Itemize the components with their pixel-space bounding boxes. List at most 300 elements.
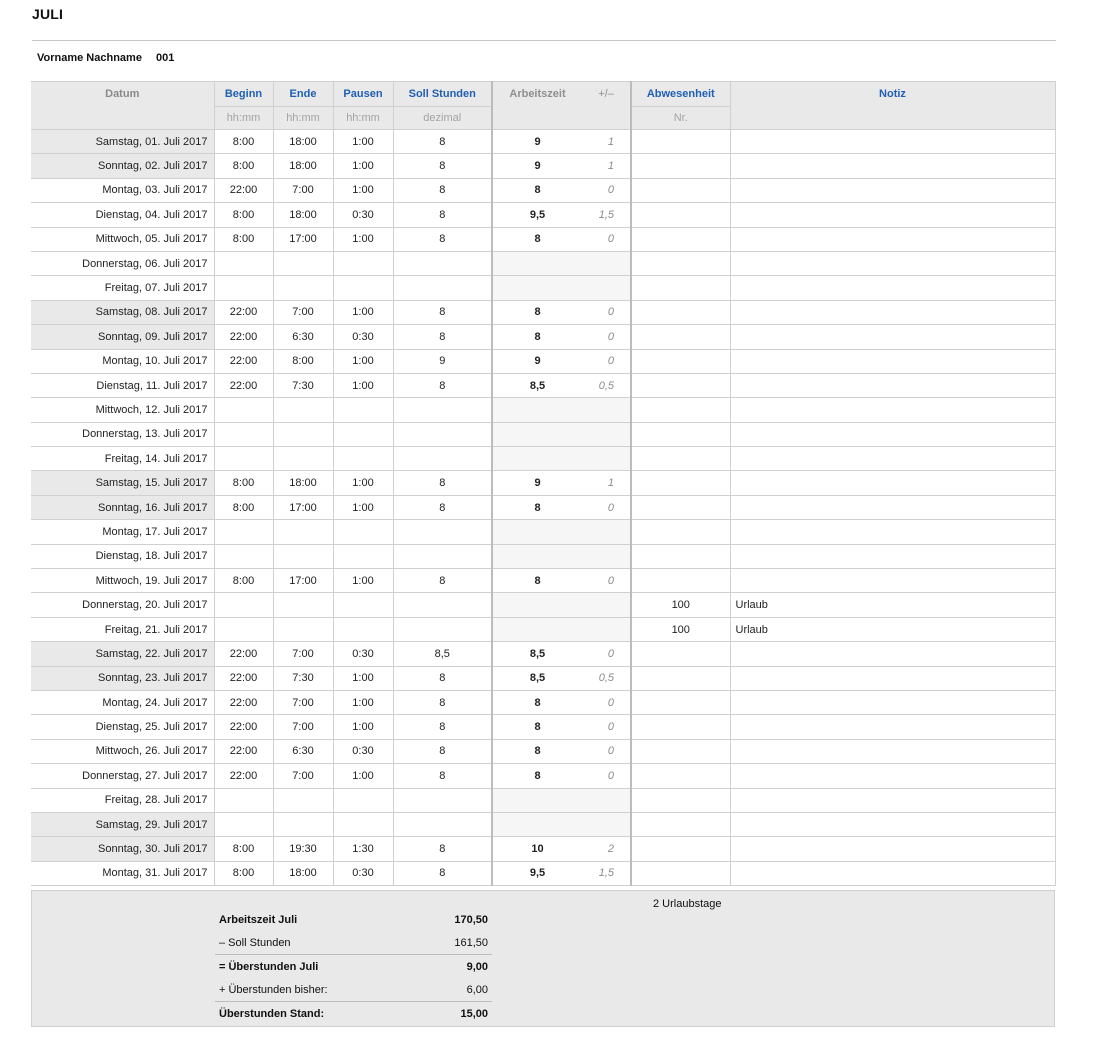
pausen-cell[interactable] [333, 520, 393, 544]
ende-cell[interactable]: 17:00 [273, 569, 333, 593]
beginn-cell[interactable]: 22:00 [214, 690, 273, 714]
beginn-cell[interactable] [214, 544, 273, 568]
abwesenheit-cell[interactable] [631, 447, 730, 471]
abwesenheit-cell[interactable] [631, 349, 730, 373]
beginn-cell[interactable]: 8:00 [214, 495, 273, 519]
date-cell: Freitag, 07. Juli 2017 [31, 276, 214, 300]
arbeitszeit-cell [492, 251, 582, 275]
soll-cell[interactable]: 8 [393, 178, 492, 202]
col-header-arbeitszeit: Arbeitszeit [492, 82, 582, 130]
date-cell: Dienstag, 25. Juli 2017 [31, 715, 214, 739]
table-row [31, 520, 1055, 544]
timesheet-body [31, 130, 1055, 886]
notiz-cell[interactable] [730, 812, 1055, 836]
col-header-datum: Datum [31, 82, 214, 130]
soll-cell[interactable]: 8 [393, 203, 492, 227]
arbeitszeit-cell: 8 [492, 569, 582, 593]
beginn-cell[interactable]: 22:00 [214, 715, 273, 739]
pausen-cell[interactable]: 0:30 [333, 325, 393, 349]
summary-value: 9,00 [419, 955, 492, 979]
ende-cell[interactable]: 7:00 [273, 690, 333, 714]
soll-cell[interactable]: 8 [393, 715, 492, 739]
arbeitszeit-cell: 8 [492, 325, 582, 349]
employee-number: 001 [155, 52, 175, 64]
ende-cell[interactable]: 18:00 [273, 861, 333, 885]
beginn-cell[interactable] [214, 447, 273, 471]
beginn-cell[interactable] [214, 788, 273, 812]
summary-value: 15,00 [419, 1002, 492, 1026]
table-row [31, 276, 1055, 300]
abwesenheit-cell[interactable] [631, 300, 730, 324]
abwesenheit-cell[interactable] [631, 325, 730, 349]
unit-soll: dezimal [393, 107, 492, 130]
ende-cell[interactable]: 6:30 [273, 739, 333, 763]
soll-cell[interactable] [393, 617, 492, 641]
beginn-cell[interactable]: 22:00 [214, 764, 273, 788]
plusminus-cell [582, 593, 631, 617]
pausen-cell[interactable]: 1:00 [333, 300, 393, 324]
soll-cell[interactable] [393, 276, 492, 300]
plusminus-cell [582, 617, 631, 641]
soll-cell[interactable] [393, 520, 492, 544]
plusminus-cell [582, 544, 631, 568]
pausen-cell[interactable]: 1:00 [333, 666, 393, 690]
notiz-cell[interactable] [730, 495, 1055, 519]
summary-row [215, 908, 492, 931]
table-row [31, 495, 1055, 519]
timesheet-table [31, 81, 1056, 886]
abwesenheit-cell[interactable] [631, 690, 730, 714]
abwesenheit-cell[interactable] [631, 422, 730, 446]
beginn-cell[interactable] [214, 593, 273, 617]
ende-cell[interactable]: 18:00 [273, 130, 333, 154]
date-cell: Montag, 31. Juli 2017 [31, 861, 214, 885]
col-header-plusminus: +/– [582, 82, 631, 130]
abwesenheit-cell[interactable] [631, 130, 730, 154]
pausen-cell[interactable]: 1:00 [333, 373, 393, 397]
summary-label: – Soll Stunden [219, 936, 291, 949]
abwesenheit-cell[interactable] [631, 739, 730, 763]
notiz-cell[interactable] [730, 154, 1055, 178]
table-row [31, 178, 1055, 202]
abwesenheit-cell[interactable] [631, 251, 730, 275]
soll-cell[interactable]: 8 [393, 130, 492, 154]
summary-label: Arbeitszeit Juli [219, 913, 298, 926]
beginn-cell[interactable]: 22:00 [214, 739, 273, 763]
soll-cell[interactable] [393, 593, 492, 617]
plusminus-cell: 0 [582, 495, 631, 519]
soll-cell[interactable]: 8 [393, 373, 492, 397]
table-row [31, 349, 1055, 373]
beginn-cell[interactable]: 22:00 [214, 325, 273, 349]
page-title: JULI [32, 6, 64, 22]
pausen-cell[interactable]: 0:30 [333, 739, 393, 763]
pausen-cell[interactable] [333, 276, 393, 300]
plusminus-cell: 2 [582, 837, 631, 861]
summary-row [215, 931, 492, 955]
unit-abwesenheit: Nr. [631, 107, 730, 130]
table-row [31, 471, 1055, 495]
notiz-cell[interactable] [730, 569, 1055, 593]
pausen-cell[interactable]: 1:00 [333, 764, 393, 788]
ende-cell[interactable]: 7:30 [273, 666, 333, 690]
summary-value: 161,50 [454, 936, 488, 949]
beginn-cell[interactable]: 8:00 [214, 203, 273, 227]
ende-cell[interactable]: 18:00 [273, 471, 333, 495]
table-row [31, 544, 1055, 568]
table-row [31, 300, 1055, 324]
date-cell: Montag, 03. Juli 2017 [31, 178, 214, 202]
arbeitszeit-cell [492, 593, 582, 617]
soll-cell[interactable] [393, 447, 492, 471]
col-header-notiz[interactable]: Notiz [730, 82, 1055, 130]
col-header-beginn[interactable]: Beginn [214, 82, 273, 107]
pausen-cell[interactable]: 1:00 [333, 690, 393, 714]
notiz-cell[interactable] [730, 300, 1055, 324]
soll-cell[interactable]: 8 [393, 325, 492, 349]
pausen-cell[interactable] [333, 788, 393, 812]
table-row [31, 739, 1055, 763]
notiz-cell[interactable] [730, 227, 1055, 251]
plusminus-cell [582, 422, 631, 446]
abwesenheit-cell[interactable]: 100 [631, 617, 730, 641]
abwesenheit-cell[interactable] [631, 398, 730, 422]
abwesenheit-cell[interactable] [631, 495, 730, 519]
ende-cell[interactable] [273, 398, 333, 422]
notiz-cell[interactable]: Urlaub [730, 593, 1055, 617]
soll-cell[interactable] [393, 812, 492, 836]
abwesenheit-cell[interactable] [631, 227, 730, 251]
plusminus-cell [582, 812, 631, 836]
ende-cell[interactable]: 7:30 [273, 373, 333, 397]
header-row [31, 82, 1055, 107]
soll-cell[interactable]: 9 [393, 349, 492, 373]
pausen-cell[interactable] [333, 447, 393, 471]
arbeitszeit-cell [492, 520, 582, 544]
pausen-cell[interactable] [333, 593, 393, 617]
notiz-cell[interactable] [730, 837, 1055, 861]
title-divider [32, 40, 1056, 41]
arbeitszeit-cell [492, 788, 582, 812]
ende-cell[interactable]: 18:00 [273, 203, 333, 227]
ende-cell[interactable] [273, 617, 333, 641]
date-cell: Freitag, 14. Juli 2017 [31, 447, 214, 471]
table-row [31, 837, 1055, 861]
ende-cell[interactable]: 8:00 [273, 349, 333, 373]
pausen-cell[interactable] [333, 544, 393, 568]
pausen-cell[interactable]: 0:30 [333, 203, 393, 227]
arbeitszeit-cell [492, 276, 582, 300]
table-row [31, 130, 1055, 154]
summary-panel [31, 890, 1055, 1027]
beginn-cell[interactable]: 22:00 [214, 349, 273, 373]
summary-label: Überstunden Stand: [215, 1002, 419, 1026]
beginn-cell[interactable] [214, 251, 273, 275]
beginn-cell[interactable]: 22:00 [214, 642, 273, 666]
abwesenheit-cell[interactable] [631, 373, 730, 397]
notiz-cell[interactable] [730, 203, 1055, 227]
pausen-cell[interactable]: 1:00 [333, 569, 393, 593]
ende-cell[interactable] [273, 276, 333, 300]
plusminus-cell: 0 [582, 300, 631, 324]
soll-cell[interactable]: 8 [393, 495, 492, 519]
notiz-cell[interactable] [730, 130, 1055, 154]
ende-cell[interactable] [273, 788, 333, 812]
arbeitszeit-cell: 9,5 [492, 203, 582, 227]
soll-cell[interactable]: 8 [393, 666, 492, 690]
beginn-cell[interactable]: 22:00 [214, 666, 273, 690]
col-header-pausen[interactable]: Pausen [333, 82, 393, 107]
soll-cell[interactable]: 8 [393, 837, 492, 861]
vacation-total: 2 Urlaubstage [653, 898, 722, 910]
notiz-cell[interactable] [730, 471, 1055, 495]
employee-name: Vorname Nachname [37, 52, 142, 64]
soll-cell[interactable]: 8 [393, 739, 492, 763]
date-cell: Dienstag, 11. Juli 2017 [31, 373, 214, 397]
ende-cell[interactable] [273, 447, 333, 471]
abwesenheit-cell[interactable] [631, 861, 730, 885]
ende-cell[interactable] [273, 251, 333, 275]
abwesenheit-cell[interactable] [631, 764, 730, 788]
soll-cell[interactable]: 8 [393, 764, 492, 788]
beginn-cell[interactable]: 8:00 [214, 227, 273, 251]
beginn-cell[interactable] [214, 812, 273, 836]
date-cell: Donnerstag, 20. Juli 2017 [31, 593, 214, 617]
ende-cell[interactable] [273, 544, 333, 568]
arbeitszeit-cell: 8 [492, 495, 582, 519]
date-cell: Sonntag, 02. Juli 2017 [31, 154, 214, 178]
date-cell: Mittwoch, 26. Juli 2017 [31, 739, 214, 763]
soll-cell[interactable]: 8 [393, 227, 492, 251]
table-row [31, 373, 1055, 397]
plusminus-cell: 1,5 [582, 861, 631, 885]
beginn-cell[interactable]: 22:00 [214, 373, 273, 397]
col-header-abwesenheit[interactable]: Abwesenheit [631, 82, 730, 107]
notiz-cell[interactable] [730, 861, 1055, 885]
abwesenheit-cell[interactable] [631, 788, 730, 812]
plusminus-cell: 0 [582, 349, 631, 373]
pausen-cell[interactable]: 1:00 [333, 495, 393, 519]
abwesenheit-cell[interactable] [631, 154, 730, 178]
abwesenheit-cell[interactable] [631, 471, 730, 495]
col-header-soll[interactable]: Soll Stunden [393, 82, 492, 107]
ende-cell[interactable]: 7:00 [273, 178, 333, 202]
notiz-cell[interactable] [730, 325, 1055, 349]
pausen-cell[interactable]: 1:00 [333, 154, 393, 178]
abwesenheit-cell[interactable] [631, 520, 730, 544]
ende-cell[interactable] [273, 593, 333, 617]
arbeitszeit-cell: 8 [492, 227, 582, 251]
ende-cell[interactable]: 7:00 [273, 764, 333, 788]
plusminus-cell [582, 276, 631, 300]
plusminus-cell: 0 [582, 569, 631, 593]
pausen-cell[interactable]: 1:00 [333, 178, 393, 202]
arbeitszeit-cell: 9 [492, 130, 582, 154]
arbeitszeit-cell: 8 [492, 300, 582, 324]
notiz-cell[interactable] [730, 690, 1055, 714]
arbeitszeit-cell: 8 [492, 764, 582, 788]
notiz-cell[interactable] [730, 349, 1055, 373]
col-header-ende[interactable]: Ende [273, 82, 333, 107]
arbeitszeit-cell: 8 [492, 178, 582, 202]
beginn-cell[interactable]: 22:00 [214, 300, 273, 324]
abwesenheit-cell[interactable] [631, 715, 730, 739]
beginn-cell[interactable] [214, 398, 273, 422]
unit-beginn: hh:mm [214, 107, 273, 130]
abwesenheit-cell[interactable] [631, 544, 730, 568]
soll-cell[interactable] [393, 544, 492, 568]
notiz-cell[interactable] [730, 251, 1055, 275]
notiz-cell[interactable] [730, 520, 1055, 544]
notiz-cell[interactable] [730, 788, 1055, 812]
soll-cell[interactable]: 8 [393, 569, 492, 593]
abwesenheit-cell[interactable] [631, 203, 730, 227]
beginn-cell[interactable]: 8:00 [214, 154, 273, 178]
ende-cell[interactable] [273, 812, 333, 836]
date-cell: Samstag, 08. Juli 2017 [31, 300, 214, 324]
summary-row [215, 955, 492, 979]
pausen-cell[interactable]: 1:30 [333, 837, 393, 861]
pausen-cell[interactable] [333, 617, 393, 641]
beginn-cell[interactable]: 22:00 [214, 178, 273, 202]
soll-cell[interactable] [393, 251, 492, 275]
beginn-cell[interactable] [214, 520, 273, 544]
arbeitszeit-cell [492, 422, 582, 446]
summary-value: 6,00 [466, 983, 488, 996]
pausen-cell[interactable]: 1:00 [333, 471, 393, 495]
ende-cell[interactable]: 19:30 [273, 837, 333, 861]
soll-cell[interactable]: 8 [393, 690, 492, 714]
pausen-cell[interactable]: 0:30 [333, 861, 393, 885]
notiz-cell[interactable] [730, 373, 1055, 397]
notiz-cell[interactable] [730, 447, 1055, 471]
pausen-cell[interactable]: 1:00 [333, 349, 393, 373]
notiz-cell[interactable]: Urlaub [730, 617, 1055, 641]
date-cell: Sonntag, 23. Juli 2017 [31, 666, 214, 690]
ende-cell[interactable]: 18:00 [273, 154, 333, 178]
plusminus-cell: 0 [582, 642, 631, 666]
arbeitszeit-cell: 9 [492, 349, 582, 373]
date-cell: Samstag, 15. Juli 2017 [31, 471, 214, 495]
ende-cell[interactable]: 7:00 [273, 715, 333, 739]
notiz-cell[interactable] [730, 642, 1055, 666]
ende-cell[interactable]: 7:00 [273, 642, 333, 666]
notiz-cell[interactable] [730, 422, 1055, 446]
date-cell: Sonntag, 30. Juli 2017 [31, 837, 214, 861]
date-cell: Montag, 24. Juli 2017 [31, 690, 214, 714]
pausen-cell[interactable]: 1:00 [333, 130, 393, 154]
table-row [31, 642, 1055, 666]
plusminus-cell: 0 [582, 764, 631, 788]
arbeitszeit-cell: 8,5 [492, 666, 582, 690]
arbeitszeit-cell: 8 [492, 690, 582, 714]
soll-cell[interactable] [393, 422, 492, 446]
date-cell: Samstag, 29. Juli 2017 [31, 812, 214, 836]
plusminus-cell: 0 [582, 178, 631, 202]
soll-cell[interactable]: 8 [393, 861, 492, 885]
notiz-cell[interactable] [730, 544, 1055, 568]
beginn-cell[interactable]: 8:00 [214, 861, 273, 885]
ende-cell[interactable] [273, 422, 333, 446]
date-cell: Freitag, 28. Juli 2017 [31, 788, 214, 812]
abwesenheit-cell[interactable] [631, 642, 730, 666]
soll-cell[interactable] [393, 398, 492, 422]
beginn-cell[interactable] [214, 276, 273, 300]
notiz-cell[interactable] [730, 398, 1055, 422]
abwesenheit-cell[interactable] [631, 837, 730, 861]
date-cell: Montag, 10. Juli 2017 [31, 349, 214, 373]
notiz-cell[interactable] [730, 178, 1055, 202]
plusminus-cell: 0,5 [582, 373, 631, 397]
table-row [31, 154, 1055, 178]
beginn-cell[interactable]: 8:00 [214, 471, 273, 495]
plusminus-cell: 0 [582, 227, 631, 251]
date-cell: Mittwoch, 12. Juli 2017 [31, 398, 214, 422]
table-row [31, 666, 1055, 690]
table-row [31, 203, 1055, 227]
table-row [31, 227, 1055, 251]
ende-cell[interactable]: 7:00 [273, 300, 333, 324]
soll-cell[interactable]: 8 [393, 154, 492, 178]
beginn-cell[interactable] [214, 617, 273, 641]
pausen-cell[interactable] [333, 422, 393, 446]
pausen-cell[interactable] [333, 251, 393, 275]
unit-pausen: hh:mm [333, 107, 393, 130]
abwesenheit-cell[interactable] [631, 812, 730, 836]
abwesenheit-cell[interactable] [631, 666, 730, 690]
pausen-cell[interactable] [333, 398, 393, 422]
beginn-cell[interactable]: 8:00 [214, 130, 273, 154]
beginn-cell[interactable]: 8:00 [214, 569, 273, 593]
abwesenheit-cell[interactable] [631, 178, 730, 202]
notiz-cell[interactable] [730, 739, 1055, 763]
table-row [31, 861, 1055, 885]
summary-row [215, 1002, 492, 1026]
abwesenheit-cell[interactable] [631, 569, 730, 593]
notiz-cell[interactable] [730, 276, 1055, 300]
abwesenheit-cell[interactable] [631, 276, 730, 300]
ende-cell[interactable]: 17:00 [273, 495, 333, 519]
soll-cell[interactable]: 8 [393, 300, 492, 324]
arbeitszeit-cell [492, 447, 582, 471]
table-row [31, 690, 1055, 714]
abwesenheit-cell[interactable]: 100 [631, 593, 730, 617]
notiz-cell[interactable] [730, 715, 1055, 739]
soll-cell[interactable]: 8 [393, 471, 492, 495]
summary-label: + Überstunden bisher: [219, 983, 328, 996]
pausen-cell[interactable]: 1:00 [333, 227, 393, 251]
arbeitszeit-cell: 8,5 [492, 373, 582, 397]
arbeitszeit-cell: 9 [492, 154, 582, 178]
pausen-cell[interactable]: 1:00 [333, 715, 393, 739]
arbeitszeit-cell: 10 [492, 837, 582, 861]
plusminus-cell: 1 [582, 130, 631, 154]
table-row [31, 569, 1055, 593]
notiz-cell[interactable] [730, 764, 1055, 788]
ende-cell[interactable]: 17:00 [273, 227, 333, 251]
pausen-cell[interactable]: 0:30 [333, 642, 393, 666]
pausen-cell[interactable] [333, 812, 393, 836]
ende-cell[interactable] [273, 520, 333, 544]
soll-cell[interactable] [393, 788, 492, 812]
beginn-cell[interactable] [214, 422, 273, 446]
beginn-cell[interactable]: 8:00 [214, 837, 273, 861]
soll-cell[interactable]: 8,5 [393, 642, 492, 666]
plusminus-cell [582, 398, 631, 422]
ende-cell[interactable]: 6:30 [273, 325, 333, 349]
notiz-cell[interactable] [730, 666, 1055, 690]
plusminus-cell [582, 251, 631, 275]
